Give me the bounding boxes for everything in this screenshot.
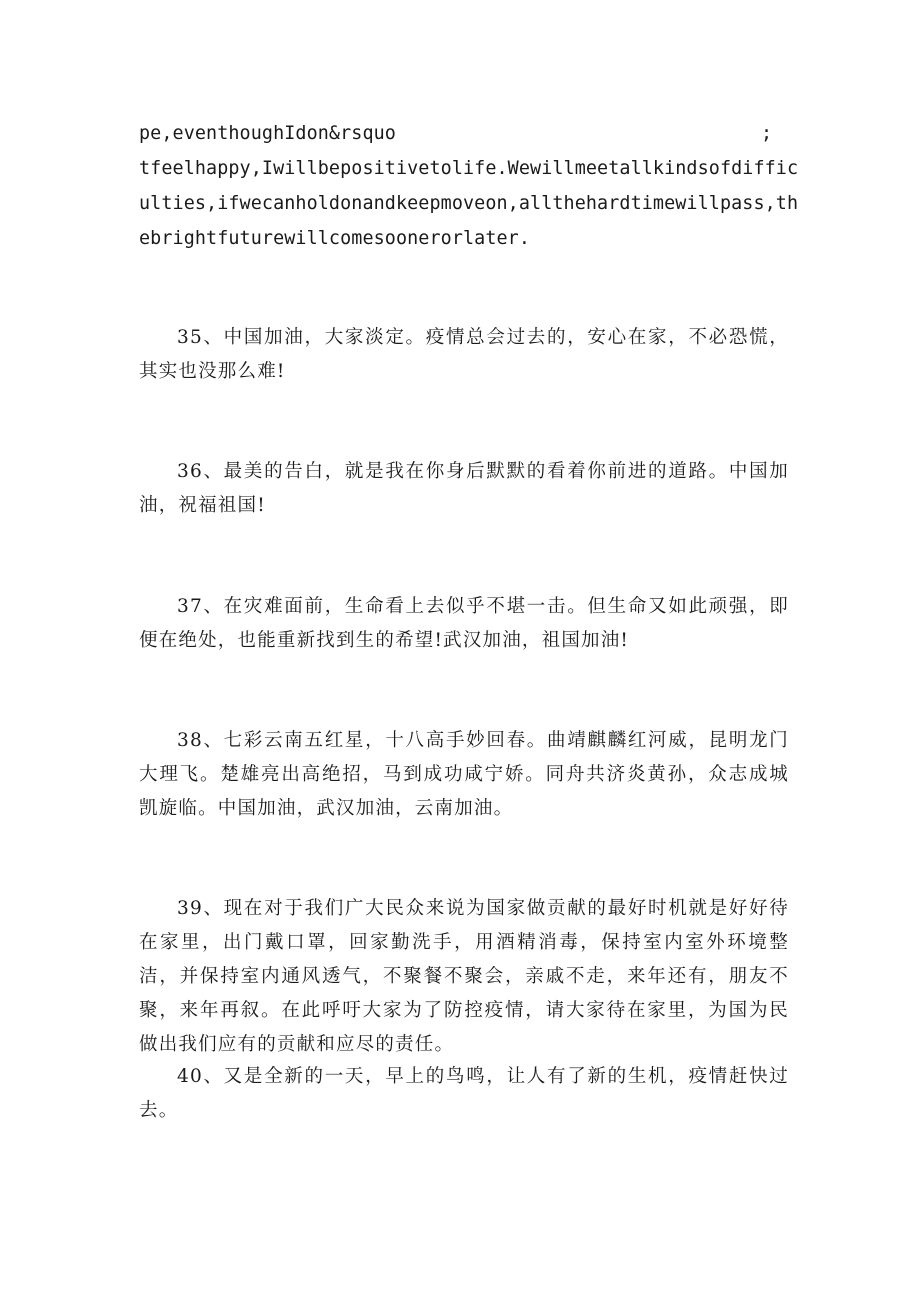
paragraph-40: 40、又是全新的一天，早上的鸟鸣，让人有了新的生机，疫情赶快过去。: [139, 1066, 789, 1121]
paragraph-35: 35、中国加油，大家淡定。疫情总会过去的，安心在家，不必恐慌，其实也没那么难!: [139, 327, 789, 382]
paragraph-36: 36、最美的告白，就是我在你身后默默的看着你前进的道路。中国加油，祝福祖国!: [139, 461, 789, 516]
english-semicolon: ;: [761, 123, 773, 144]
english-passage: [139, 116, 799, 256]
english-line: tfeelhappy,Iwillbepositivetolife.Wewillmeetallkindsofdiffic: [139, 158, 799, 179]
paragraph-37: 37、在灾难面前，生命看上去似乎不堪一击。但生命又如此顽强，即便在绝处，也能重新找到生的希望!武汉加油，祖国加油!: [139, 596, 789, 651]
english-line-text: pe,eventhoughIdon&rsquo: [139, 123, 396, 144]
paragraph-39: 39、现在对于我们广大民众来说为国家做贡献的最好时机就是好好待在家里，出门戴口罩，回家勤洗手，用酒精消毒，保持室内室外环境整洁，并保持室内通风透气，不聚餐不聚会，亲戚不走，来年还有，朋友不聚，来年再叙。在此呼吁大家为了防控疫情，请大家待在家里，为国为民做出我们应有的贡献和应尽的责任。: [139, 898, 789, 1055]
english-line: ebrightfuturewillcomesoonerorlater.: [139, 228, 531, 249]
paragraph-38: 38、七彩云南五红星，十八高手妙回春。曲靖麒麟红河威，昆明龙门大理飞。楚雄亮出高绝招，马到成功咸宁娇。同舟共济炎黄孙，众志成城凯旋临。中国加油，武汉加油，云南加油。: [139, 730, 789, 819]
english-line: [139, 116, 784, 151]
english-line: ulties,ifwecanholdonandkeepmoveon,allthehardtimewillpass,th: [139, 193, 799, 214]
